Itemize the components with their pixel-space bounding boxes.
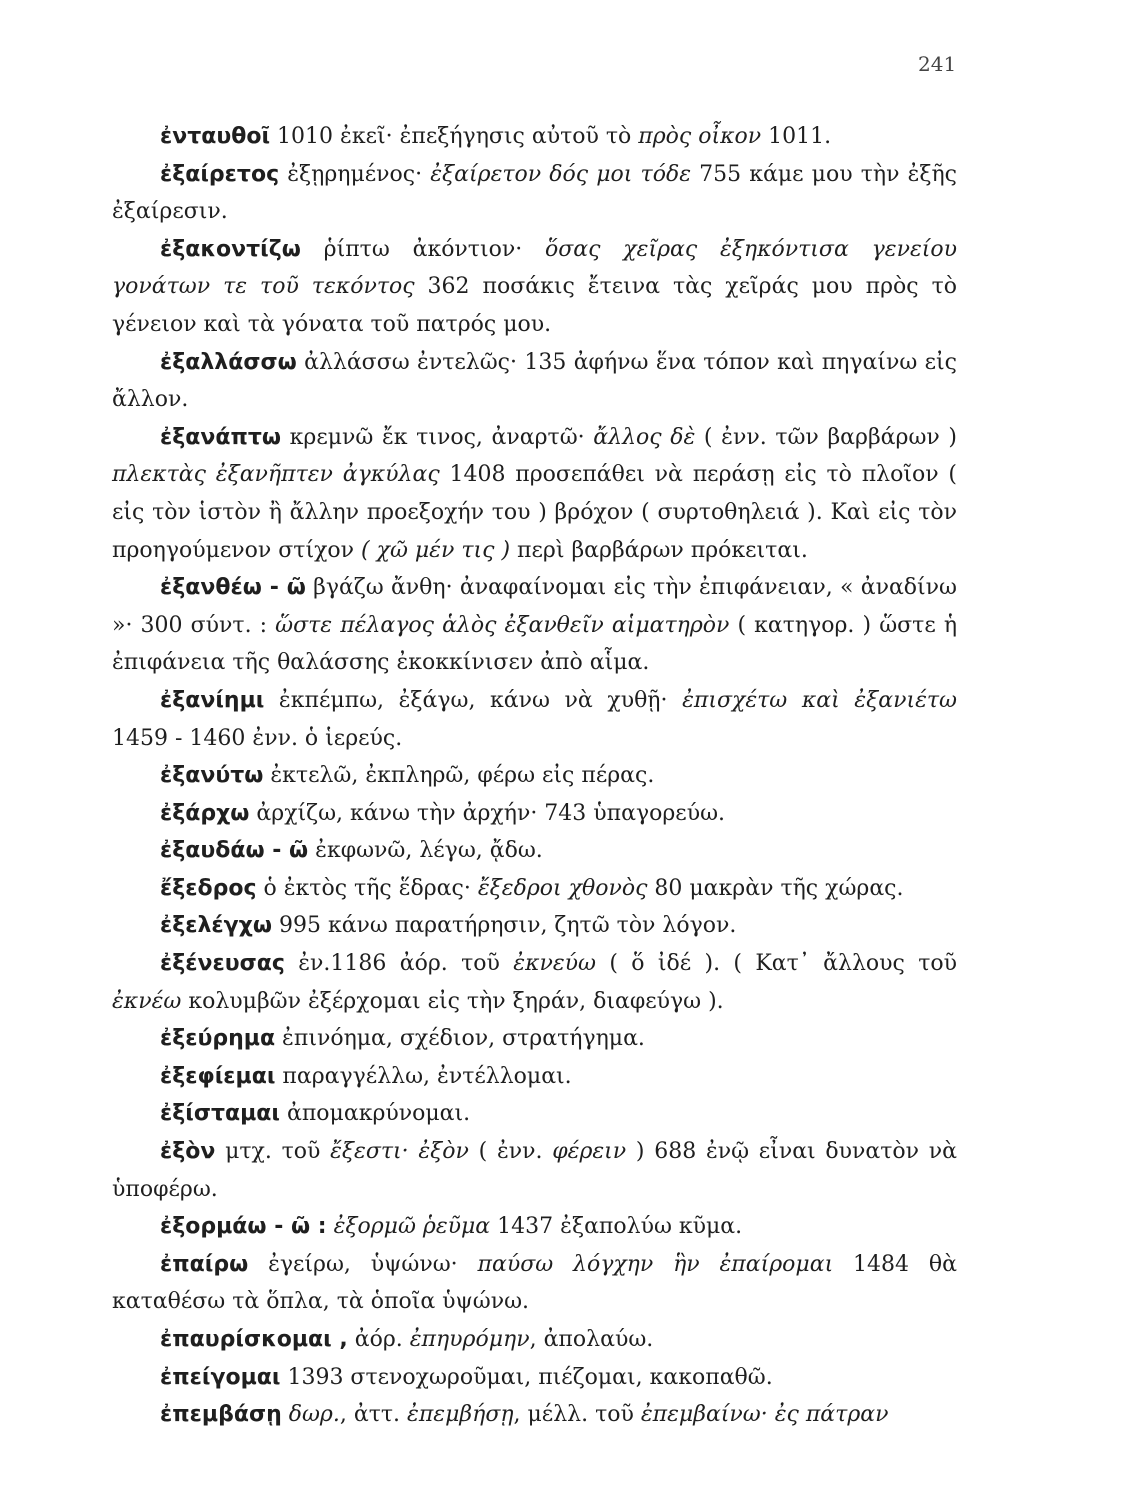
entry-text: , ἀττ.: [339, 1402, 408, 1428]
entry-text: ἀπομακρύνομαι.: [279, 1101, 471, 1127]
dictionary-entry: [112, 1020, 957, 1058]
entry-headword: ἐξὸν: [160, 1139, 216, 1165]
entry-text: ( ὅ ἰδέ ). ( Κατ᾽ ἄλλους τοῦ: [596, 951, 958, 977]
entry-headword: ἐξακοντίζω: [160, 236, 301, 262]
entry-text: βγάζω ἄνθη· ἀναφαίνομαι εἰς τὴν ἐπιφάνειαν, « ἀναδίνω »· 300 σύντ. :: [112, 575, 957, 638]
entry-text: ( ἐνν.: [468, 1139, 553, 1165]
entry-headword: ἐνταυθοῖ: [160, 124, 271, 149]
entry-quotation: ἐπηυρόμην: [409, 1327, 530, 1352]
entry-text: κολυμβῶν ἐξέρχομαι εἰς τὴν ξηράν, διαφεύγω ).: [181, 988, 724, 1014]
entry-text: , ἀπολαύω.: [529, 1327, 654, 1352]
dictionary-entry: [112, 682, 957, 757]
dictionary-entry: [112, 907, 957, 945]
entry-text: 995 κάνω παρατήρησιν, ζητῶ τὸν λόγον.: [271, 913, 737, 939]
entry-headword: ἐπαυρίσκομαι ,: [160, 1327, 348, 1352]
entry-quotation: ἔξεστι· ἐξὸν: [330, 1139, 469, 1165]
entry-quotation: ἐκνεύω: [513, 951, 596, 977]
entry-headword: ἐξένευσας: [160, 951, 285, 977]
entry-text: ) 688 ἐνῷ εἶναι δυνατὸν νὰ ὑποφέρω.: [112, 1139, 957, 1202]
entry-text: ἐν.1186 ἀόρ. τοῦ: [284, 951, 514, 977]
dictionary-entry: [112, 1208, 957, 1246]
entry-text: ἐγείρω, ὑψώνω·: [248, 1251, 478, 1277]
entry-headword: ἐπαίρω: [160, 1251, 249, 1277]
entry-text: ἐκπέμπω, ἐξάγω, κάνω νὰ χυθῇ·: [264, 687, 683, 713]
dictionary-entry: [112, 945, 957, 1020]
entry-headword: ἐξαίρετος: [160, 161, 280, 187]
entry-text: ἐκφωνῶ, λέγω, ᾄδω.: [308, 838, 543, 864]
dictionary-entry: [112, 569, 957, 682]
entry-quotation: ( χῶ μέν τις ): [361, 537, 511, 563]
entry-text: ἐξῃρημένος·: [279, 161, 431, 187]
entry-headword: ἐξαλλάσσω: [160, 349, 297, 375]
dictionary-entries: [112, 118, 957, 1434]
entry-quotation: ὥστε πέλαγος ἁλὸς ἐξανθεῖν αἱματηρὸν: [275, 612, 730, 638]
entry-headword: ἐξάρχω: [160, 800, 250, 826]
entry-text: ἀλλάσσω ἐντελῶς· 135 ἀφήνω ἕνα τόπον καὶ πηγαίνω εἰς ἄλλον.: [112, 349, 957, 413]
entry-text: ἐκτελῶ, ἐκπληρῶ, φέρω εἰς πέρας.: [263, 763, 655, 789]
entry-quotation: δωρ.: [288, 1402, 340, 1428]
dictionary-entry: [112, 757, 957, 795]
entry-quotation: πρὸς οἶκον: [638, 124, 762, 149]
dictionary-entry: [112, 1396, 957, 1434]
dictionary-entry: [112, 1359, 957, 1397]
dictionary-entry: [112, 118, 957, 156]
entry-text: [282, 1402, 289, 1427]
dictionary-entry: [112, 419, 957, 569]
entry-quotation: ἐκνέω: [112, 988, 182, 1014]
entry-headword: ἐξανίημι: [160, 687, 265, 713]
entry-headword: ἐξαυδάω - ῶ: [160, 838, 309, 864]
entry-text: περὶ βαρβάρων πρόκειται.: [510, 537, 808, 563]
dictionary-entry: [112, 1246, 957, 1321]
entry-text: ( ἐνν. τῶν βαρβάρων ): [695, 424, 957, 450]
entry-text: [327, 1214, 334, 1239]
entry-headword: ἐπεμβάσῃ: [160, 1402, 282, 1428]
entry-quotation: παύσω λόγχην ἣν ἐπαίρομαι: [477, 1251, 834, 1277]
entry-headword: ἐξανύτω: [160, 763, 264, 789]
entry-text: 1484 θὰ καταθέσω τὰ ὅπλα, τὰ ὁποῖα ὑψώνω.: [112, 1251, 958, 1315]
entry-text: παραγγέλλω, ἐντέλλομαι.: [275, 1063, 572, 1089]
entry-text: 1393 στενοχωροῦμαι, πιέζομαι, κακοπαθῶ.: [280, 1364, 773, 1390]
entry-text: μτχ. τοῦ: [215, 1139, 331, 1165]
entry-text: ῥίπτω ἀκόντιον·: [300, 236, 546, 262]
entry-text: 1459 - 1460 ἐνν. ὁ ἱερεύς.: [112, 725, 403, 751]
entry-headword: ἐξανάπτω: [160, 424, 282, 450]
entry-text: 1408 προσεπάθει νὰ περάσῃ εἰς τὸ πλοῖον ( εἰς τὸν ἱστὸν ἢ ἄλλην προεξοχήν του ) βρόχον ( συρτοθηλειά ). Καὶ εἰς τὸν προηγούμενον στίχον: [112, 462, 957, 563]
entry-quotation: ὅσας χεῖρας ἐξηκόντισα γενείου γονάτων τε τοῦ τεκόντος: [112, 236, 958, 300]
dictionary-entry: [112, 1133, 957, 1208]
entry-quotation: ἐπεμβαίνω· ἐς πάτραν: [640, 1402, 889, 1428]
entry-headword: ἔξεδρος: [160, 875, 257, 901]
entry-headword: ἐξελέγχω: [160, 913, 272, 939]
entry-quotation: ἔξεδροι χθονὸς: [477, 875, 648, 901]
dictionary-entry: [112, 870, 957, 908]
entry-headword: ἐξίσταμαι: [160, 1101, 280, 1127]
dictionary-entry: [112, 1095, 957, 1133]
entry-quotation: ἄλλος δὲ: [593, 424, 696, 450]
dictionary-entry: [112, 832, 957, 870]
entry-quotation: ἐπισχέτω καὶ ἐξανιέτω: [682, 687, 957, 713]
entry-text: 362 ποσάκις ἔτεινα τὰς χεῖράς μου πρὸς τὸ γένειον καὶ τὰ γόνατα τοῦ πατρός μου.: [112, 274, 957, 337]
entry-text: 1010 ἐκεῖ· ἐπεξήγησις αὐτοῦ τὸ: [270, 124, 639, 149]
dictionary-entry: [112, 795, 957, 833]
entry-text: 1437 ἐξαπολύω κῦμα.: [490, 1214, 743, 1240]
entry-text: , μέλλ. τοῦ: [513, 1402, 641, 1428]
entry-text: ἀρχίζω, κάνω τὴν ἀρχήν· 743 ὑπαγορεύω.: [249, 800, 726, 826]
entry-quotation: ἐπεμβήσῃ: [407, 1402, 514, 1428]
entry-text: 80 μακρὰν τῆς χώρας.: [647, 875, 904, 901]
dictionary-entry: [112, 1321, 957, 1359]
page-number: 241: [918, 52, 957, 76]
entry-headword: ἐξεύρημα: [160, 1026, 276, 1052]
entry-text: 755 κάμε μου τὴν ἐξῆς ἐξαίρεσιν.: [112, 161, 957, 225]
entry-quotation: πλεκτὰς ἐξανῆπτεν ἀγκύλας: [112, 462, 440, 488]
entry-text: ἐπινόημα, σχέδιον, στρατήγημα.: [275, 1026, 645, 1052]
dictionary-entry: [112, 1058, 957, 1096]
entry-headword: ἐξορμάω - ῶ :: [160, 1214, 327, 1240]
entry-quotation: φέρειν: [552, 1139, 627, 1165]
entry-text: ἀόρ.: [347, 1327, 410, 1352]
entry-text: κρεμνῶ ἔκ τινος, ἀναρτῶ·: [281, 424, 594, 450]
entry-headword: ἐξανθέω - ῶ: [160, 575, 306, 601]
entry-quotation: ἐξορμῶ ῥεῦμα: [333, 1214, 491, 1240]
dictionary-entry: [112, 156, 957, 231]
entry-headword: ἐξεφίεμαι: [160, 1063, 276, 1089]
dictionary-entry: [112, 231, 957, 344]
entry-headword: ἐπείγομαι: [160, 1364, 281, 1390]
entry-text: ὁ ἐκτὸς τῆς ἕδρας·: [256, 875, 478, 901]
dictionary-entry: [112, 344, 957, 419]
entry-quotation: ἐξαίρετον δός μοι τόδε: [430, 161, 691, 187]
entry-text: ( κατηγορ. ) ὥστε ἡ ἐπιφάνεια τῆς θαλάσσης ἐκοκκίνισεν ἀπὸ αἷμα.: [112, 612, 957, 676]
entry-text: 1011.: [761, 124, 832, 149]
